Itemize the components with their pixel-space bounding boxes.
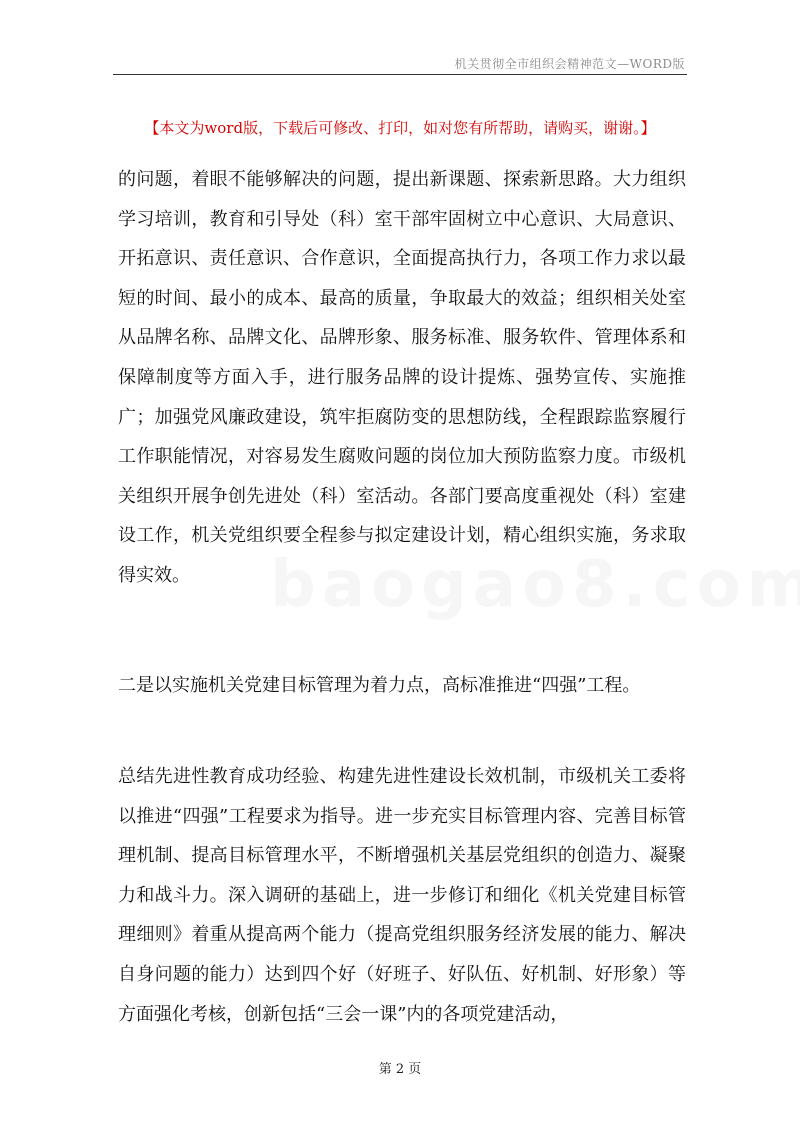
header-divider <box>113 74 687 75</box>
paragraph-text: 二是以实施机关党建目标管理为着力点，高标准推进“四强”工程。 <box>118 675 641 696</box>
page-number: 第 2 页 <box>378 1062 422 1077</box>
body-paragraph-3 <box>118 757 686 1034</box>
paragraph-text: 总结先进性教育成功经验、构建先进性建设长效机制，市级机关工委将以推进“四强”工程要求为指导。进一步充实目标管理内容、完善目标管理机制、提高目标管理水平，不断增强机关基层党组织的创造力、凝聚力和战斗力。深入调研的基础上，进一步修订和细化《机关党建目标管理细则》着重从提高两个能力（提高党组织服务经济发展的能力、解决自身问题的能力）达到四个好（好班子、好队伍、好机制、好形象）等方面强化考核，创新包括“三会一课”内的各项党建活动， <box>118 766 686 1025</box>
paragraph-text: 的问题，着眼不能够解决的问题，提出新课题、探索新思路。大力组织学习培训，教育和引导处（科）室干部牢固树立中心意识、大局意识、开拓意识、责任意识、合作意识，全面提高执行力，各项工作力求以最短的时间、最小的成本、最高的质量，争取最大的效益；组织相关处室从品牌名称、品牌文化、品牌形象、服务标准、服务软件、管理体系和保障制度等方面入手，进行服务品牌的设计提炼、强势宣传、实施推广；加强党风廉政建设，筑牢拒腐防变的思想防线，全程跟踪监察履行工作职能情况，对容易发生腐败问题的岗位加大预防监察力度。市级机关组织开展争创先进处（科）室活动。各部门要高度重视处（科）室建设工作，机关党组织要全程参与拟定建设计划，精心组织实施，务求取得实效。 <box>118 169 686 586</box>
document-header-title: 机关贯彻全市组织会精神范文—WORD版 <box>454 57 685 71</box>
body-paragraph-2 <box>118 666 686 706</box>
purchase-notice: 【本文为word版，下载后可修改、打印，如对您有所帮助，请购买，谢谢。】 <box>144 119 656 137</box>
body-paragraph-1 <box>118 160 686 596</box>
